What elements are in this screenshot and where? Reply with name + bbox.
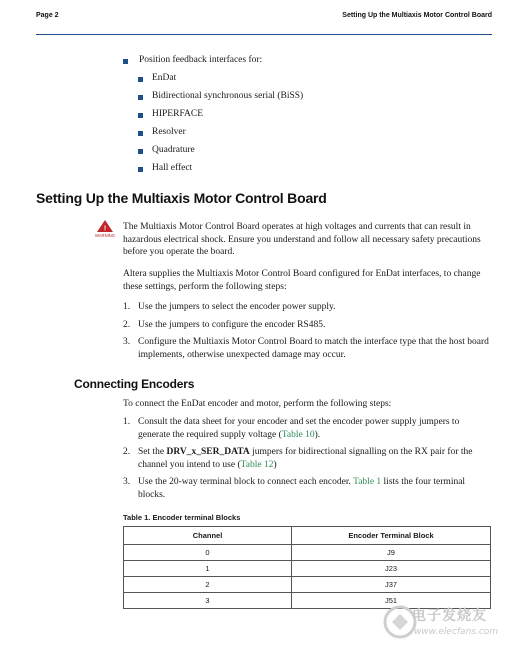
header-rule <box>36 34 492 35</box>
bullet-square-icon <box>138 149 143 154</box>
table-cell: J23 <box>292 561 491 577</box>
list-item: Hall effect <box>152 163 193 173</box>
feedback-intro: Position feedback interfaces for: <box>139 55 263 65</box>
watermark-text: 电子发烧友 <box>412 608 487 624</box>
list-item: Bidirectional synchronous serial (BiSS) <box>152 91 304 101</box>
step-item <box>123 301 493 314</box>
table-row <box>124 577 491 593</box>
step-text: Set the DRV_x_SER_DATA jumpers for bidirectional signalling on the RX pair for the channel you intend to use (Table 12) <box>138 447 473 470</box>
table-caption: Table 1. Encoder terminal Blocks <box>123 513 241 522</box>
step-number: 1. <box>123 302 131 312</box>
table-link[interactable]: Table 1 <box>353 477 382 487</box>
watermark-url: www.elecfans.com <box>414 627 499 637</box>
svg-text:!: ! <box>103 225 107 233</box>
list-item: EnDat <box>152 73 177 83</box>
bullet-square-icon <box>138 131 143 136</box>
step-item <box>123 319 493 332</box>
step-number: 2. <box>123 320 131 330</box>
step-text: Use the 20-way terminal block to connect each encoder. Table 1 lists the four terminal blocks. <box>138 477 466 500</box>
list-item: Resolver <box>152 127 186 137</box>
bullet-square-icon <box>138 167 143 172</box>
step-item <box>123 476 493 501</box>
encoder-table <box>123 526 491 609</box>
step-number: 1. <box>123 417 131 427</box>
table-link[interactable]: Table 10 <box>281 429 315 440</box>
warning-text: The Multiaxis Motor Control Board operates at high voltages and currents that can result in hazardous electrical shock. Ensure you understand and follow all necessary safety precautions before you operate the board. <box>123 222 481 257</box>
table-row <box>124 545 491 561</box>
section-intro: To connect the EnDat encoder and motor, perform the following steps: <box>123 399 392 409</box>
section-intro: Altera supplies the Multiaxis Motor Control Board configured for EnDat interfaces, to change these settings, perform the following steps: <box>123 269 481 292</box>
step-text: Configure the Multiaxis Motor Control Board to match the interface type that the host board implements, otherwise unexpected damage may occur. <box>138 337 489 360</box>
bullet-square-icon <box>138 113 143 118</box>
table-row <box>124 561 491 577</box>
warning-icon-label: WARNING <box>94 233 116 238</box>
list-item: Quadrature <box>152 145 195 155</box>
column-header: Encoder Terminal Block <box>292 527 491 545</box>
page-number: Page 2 <box>36 12 59 19</box>
table-link[interactable]: Table 12 <box>240 459 274 470</box>
table-cell: 1 <box>124 561 292 577</box>
subsection-heading: Connecting Encoders <box>74 377 195 391</box>
section-heading: Setting Up the Multiaxis Motor Control Board <box>36 190 327 206</box>
table-cell: 3 <box>124 593 292 609</box>
step-number: 2. <box>123 447 131 457</box>
step-item <box>123 336 493 361</box>
bullet-square-icon <box>138 77 143 82</box>
bullet-square-icon <box>138 95 143 100</box>
step-item <box>123 416 493 441</box>
bullet-square-icon <box>123 59 128 64</box>
step-item <box>123 446 493 471</box>
column-header: Channel <box>124 527 292 545</box>
table-cell: J9 <box>292 545 491 561</box>
table-header-row <box>124 527 491 545</box>
step-text: Consult the data sheet for your encoder and set the encoder power supply jumpers to generate the required supply voltage (Table 10). <box>138 417 460 440</box>
step-text: Use the jumpers to configure the encoder RS485. <box>138 320 326 330</box>
warning-icon <box>94 220 116 238</box>
step-text: Use the jumpers to select the encoder power supply. <box>138 302 336 312</box>
table-cell: 0 <box>124 545 292 561</box>
step-number: 3. <box>123 337 131 347</box>
table-cell: J37 <box>292 577 491 593</box>
table-cell: 2 <box>124 577 292 593</box>
signal-name: DRV_x_SER_DATA <box>166 447 250 457</box>
running-header-title: Setting Up the Multiaxis Motor Control Board <box>342 12 492 19</box>
table-cell: J51 <box>292 593 491 609</box>
list-item: HIPERFACE <box>152 109 204 119</box>
step-number: 3. <box>123 477 131 487</box>
